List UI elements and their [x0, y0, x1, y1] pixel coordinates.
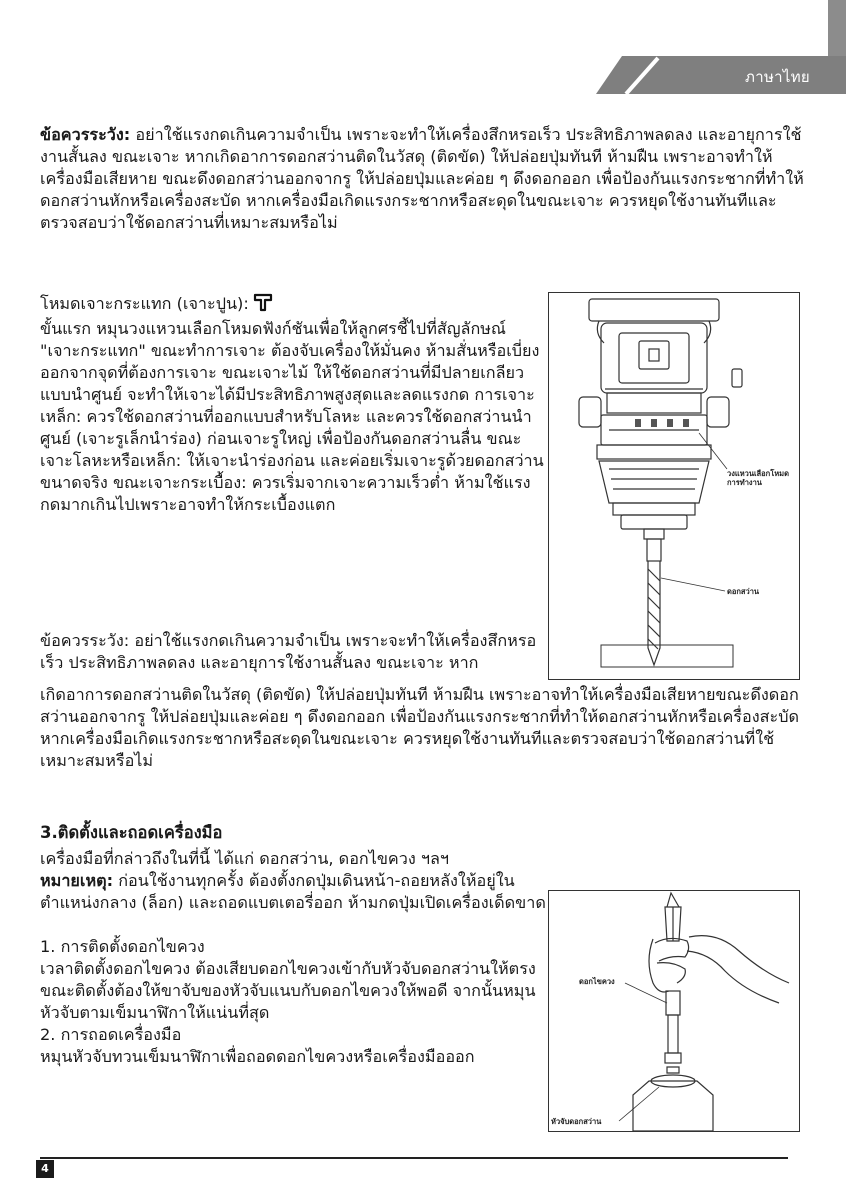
hammer-icon — [253, 292, 273, 318]
language-label: ภาษาไทย — [745, 68, 810, 86]
note-text: ก่อนใช้งานทุกครั้ง ต้องตั้งกดปุ่มเดินหน้า-ถอยหลังให้อยู่ในตำแหน่งกลาง (ล็อก) และถอดแบตเตอรี่ออก ห้ามกดปุ่มเปิดเครื่องเด็ดขาด — [40, 871, 546, 912]
warning2-text-narrow: ข้อควรระวัง: อย่าใช้แรงกดเกินความจำเป็น เพราะจะทำให้เครื่องสึกหรอเร็ว ประสิทธิภาพลดลง และอายุการใช้งานสั้นลง ขณะเจาะ หาก — [40, 631, 537, 672]
hammer-mode-text: ขั้นแรก หมุนวงแหวนเลือกโหมดฟังก์ชันเพื่อให้ลูกศรชี้ไปที่สัญลักษณ์ "เจาะกระแทก" ขณะทำการเจาะ ต้องจับเครื่องให้มั่นคง ห้ามสั่นหรือเบี่ยงออกจากจุดที่ต้องการเจาะ ขณะเจาะไม้ ให้ใช้ดอกสว่านที่มีปลายเกลียวแบบนำศูนย์ จะทำให้เจาะได้มีประสิทธิภาพสูงสุดและลดแรงกด การเจาะเหล็ก: ควรใช้ดอกสว่านที่ออกแบบสำหรับโลหะ และควรใช้ดอกสว่านนำศูนย์ (เจาะรูเล็กนำร่อง) ก่อนเจาะรูใหญ่ เพื่อป้องกันดอกสว่านลื่น ขณะเจาะโลหะหรือเหล็ก: ให้เจาะนำร่องก่อน และค่อยเริ่มเจาะรูด้วยดอกสว่านขนาดจริง ขณะเจาะกระเบื้อง: ควรเริ่มจากเจาะความเร็วต่ำ ห้ามใช้แรงกดมากเกินไปเพราะอาจทำให้กระเบื้องแตก — [40, 319, 544, 514]
drill-figure — [548, 292, 800, 680]
bit-install-illustration — [549, 891, 799, 1131]
warning2-text-full: เกิดอาการดอกสว่านติดในวัสดุ (ติดขัด) ให้ปล่อยปุ่มทันที ห้ามฝืน เพราะอาจทำให้เครื่องมือเสียหายขณะดึงดอกสว่านออกจากรู ให้ปล่อยปุ่มและค่อย ๆ ดึงดอกออก เพื่อป้องกันแรงกระชากที่ทำให้ดอกสว่านหักหรือเครื่องสะบัด หากเครื่องมือเกิดแรงกระชากหรือสะดุดในขณะเจาะ ควรหยุดใช้งานทันทีและตรวจสอบว่าใช้ดอกสว่านที่ใช้เหมาะสมหรือไม่ — [40, 685, 799, 770]
chuck-label: หัวจับดอกสว่าน — [551, 1117, 602, 1126]
warning-paragraph — [40, 124, 810, 234]
step1-text: เวลาติดตั้งดอกไขควง ต้องเสียบดอกไขควงเข้ากับหัวจับดอกสว่านให้ตรง ขณะติดตั้งต้องให้ขาจับของหัวจับแนบกับดอกไขควงให้พอดี จากนั้นหมุนหัวจับตามเข็มนาฬิกาให้แน่นที่สุด — [40, 959, 536, 1022]
hammer-mode-title-text: โหมดเจาะกระแทก (เจาะปูน): — [40, 294, 249, 313]
step2-title: 2. การถอดเครื่องมือ — [40, 1025, 182, 1044]
warning-label: ข้อควรระวัง: — [40, 125, 131, 144]
section-heading: 3.ติดตั้งและถอดเครื่องมือ — [40, 823, 223, 842]
step2-text: หมุนหัวจับทวนเข็มนาฬิกาเพื่อถอดดอกไขควงหรือเครื่องมือออก — [40, 1047, 475, 1066]
warning-text: อย่าใช้แรงกดเกินความจำเป็น เพราะจะทำให้เครื่องสึกหรอเร็ว ประสิทธิภาพลดลง และอายุการใช้งานสั้นลง ขณะเจาะ หากเกิดอาการดอกสว่านติดในวัสดุ (ติดขัด) ให้ปล่อยปุ่มทันที ห้ามฝืน เพราะอาจทำให้เครื่องมือเสียหาย ขณะดึงดอกสว่านออกจากรู ให้ปล่อยปุ่มและค่อย ๆ ดึงดอกออก เพื่อป้องกันแรงกระชากที่ทำให้ดอกสว่านหักหรือเครื่องสะบัด หากเครื่องมือเกิดแรงกระชากหรือสะดุดในขณะเจาะ ควรหยุดใช้งานทันทีและตรวจสอบว่าใช้ดอกสว่านที่เหมาะสมหรือไม่ — [40, 125, 804, 232]
note-paragraph — [40, 870, 550, 914]
hammer-mode-title — [40, 292, 550, 318]
footer-rule — [40, 1157, 788, 1159]
corner-decoration — [828, 0, 846, 56]
mode-ring-label: วงแหวนเลือกโหมดการทำงาน — [727, 469, 789, 487]
drill-bit-label: ดอกสว่าน — [727, 587, 760, 596]
note-label: หมายเหตุ: — [40, 871, 114, 890]
page-number: 4 — [36, 1160, 54, 1178]
bit-install-figure — [548, 890, 800, 1132]
section-intro: เครื่องมือที่กล่าวถึงในที่นี้ ได้แก่ ดอกสว่าน, ดอกไขควง ฯลฯ — [40, 849, 449, 868]
screwdriver-bit-label: ดอกไขควง — [579, 977, 615, 986]
language-tab — [596, 56, 846, 94]
step1-title: 1. การติดตั้งดอกไขควง — [40, 937, 205, 956]
